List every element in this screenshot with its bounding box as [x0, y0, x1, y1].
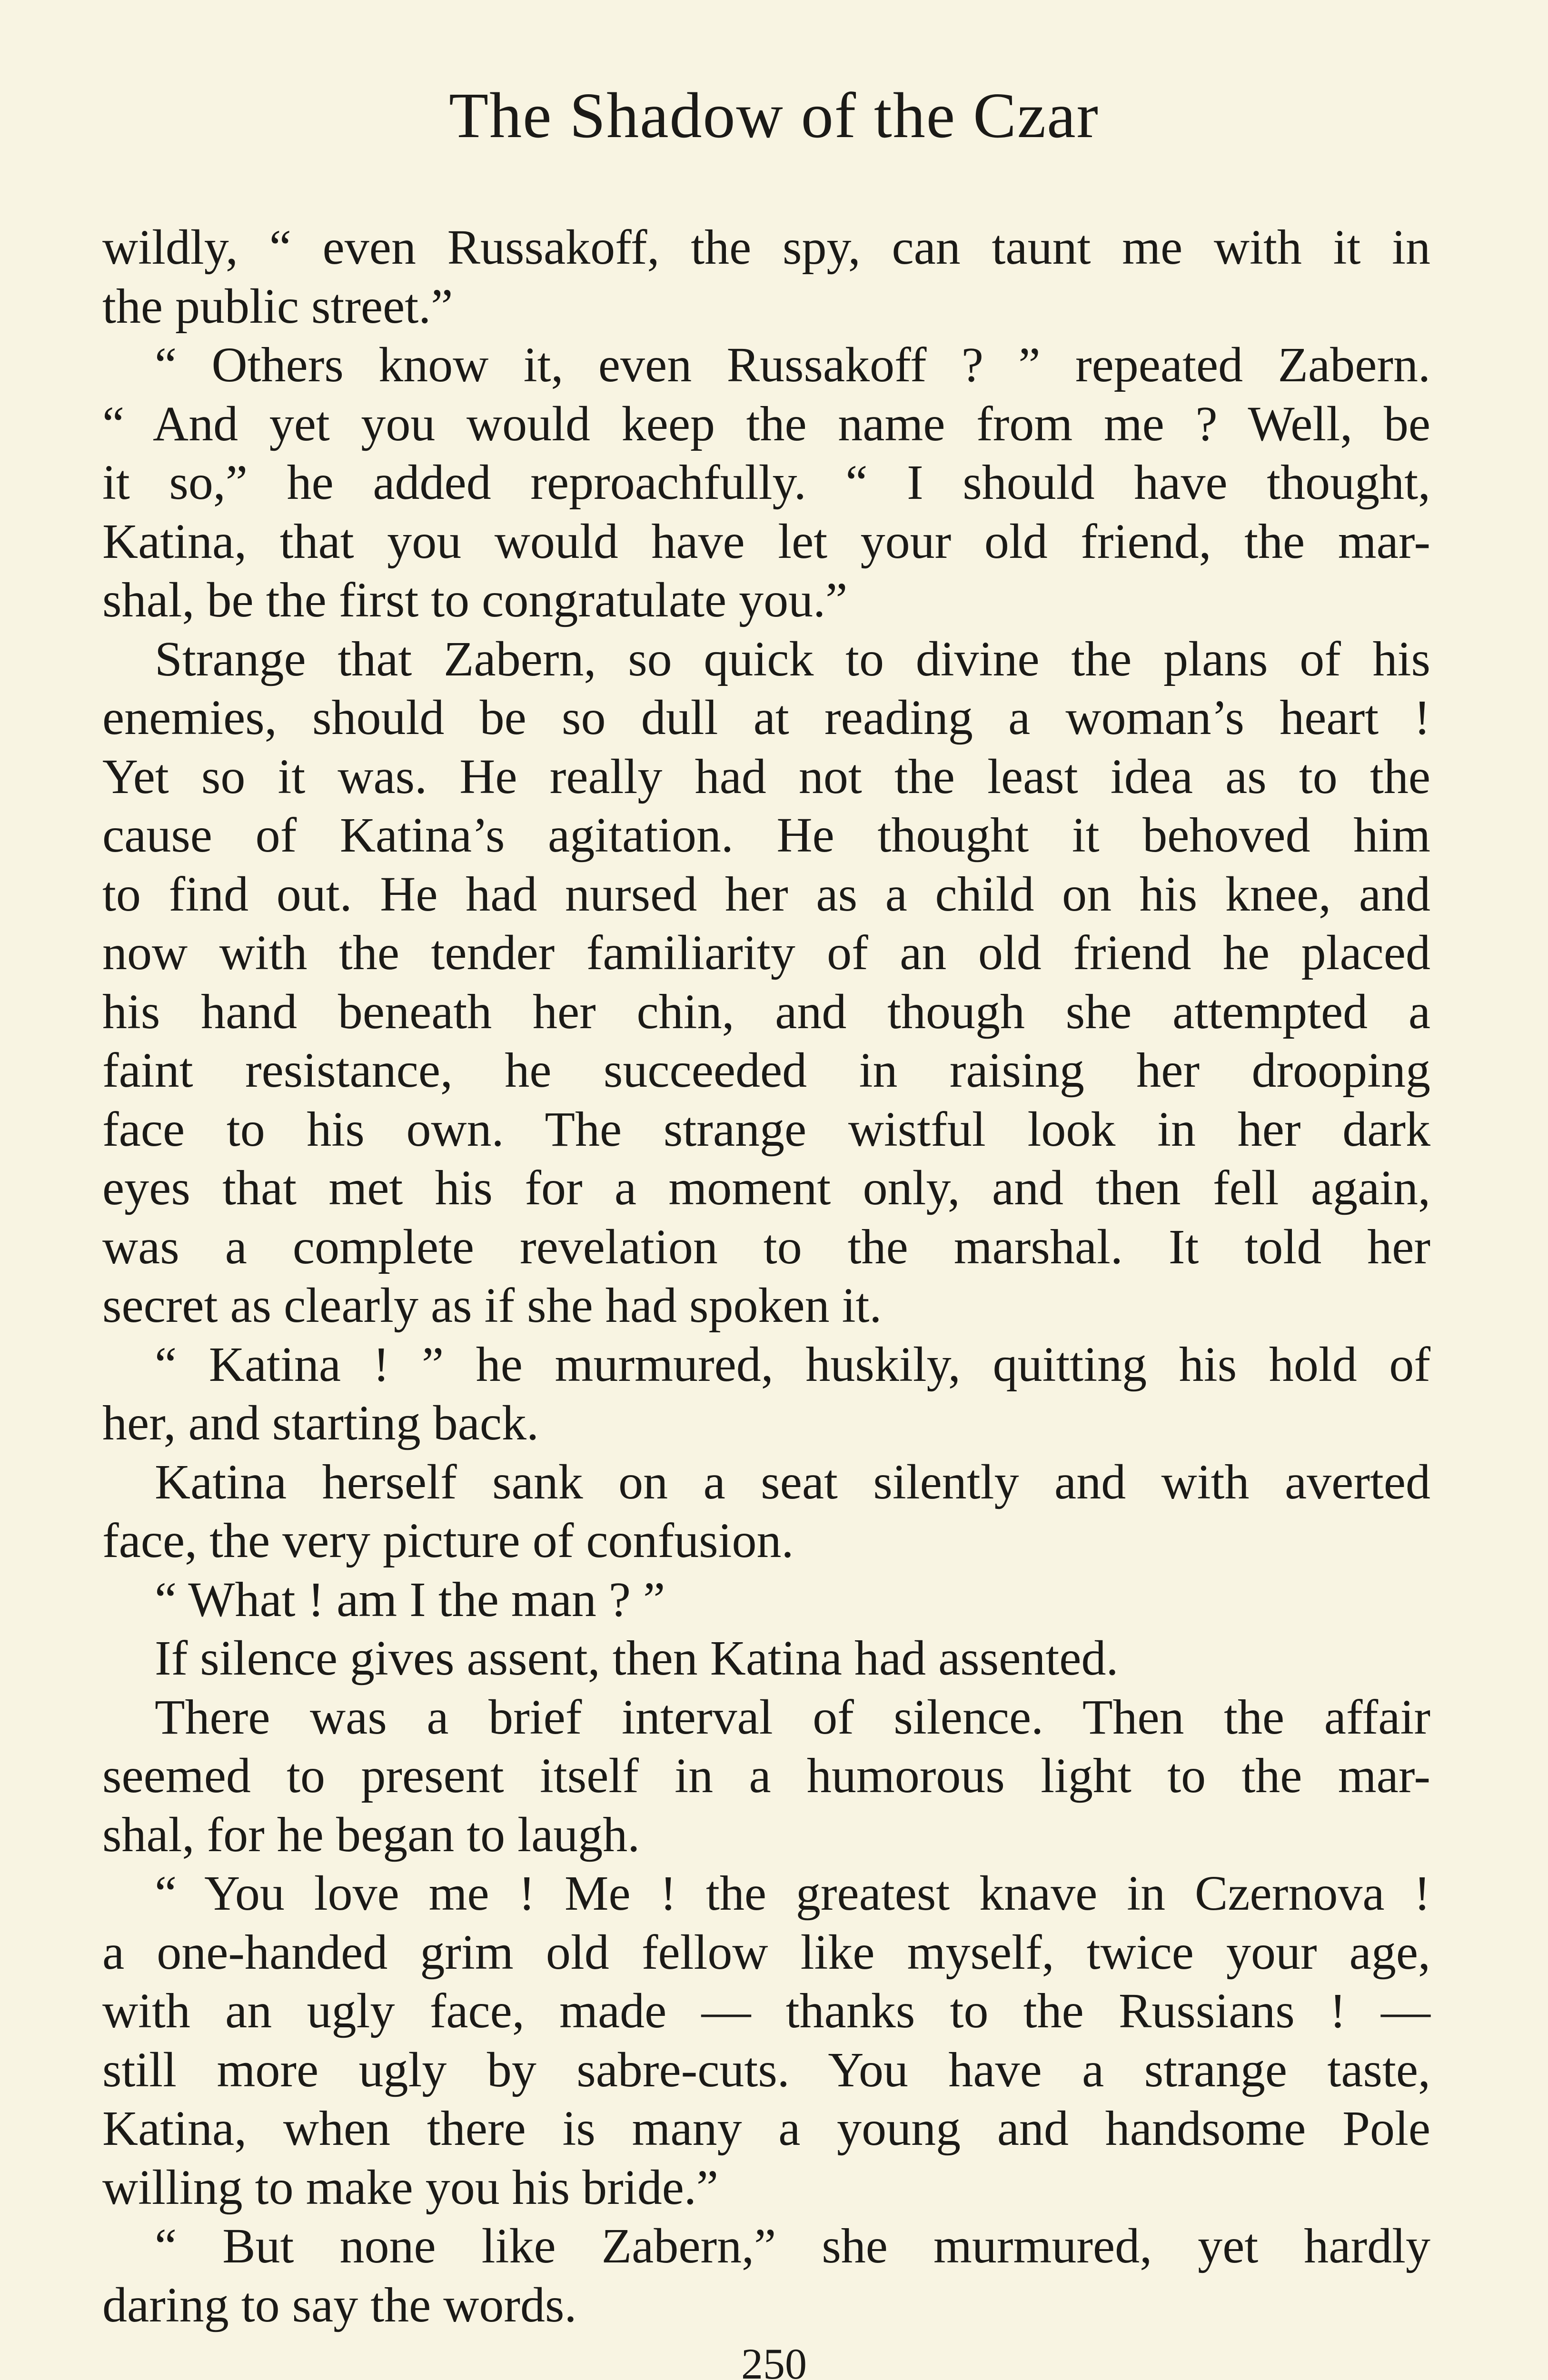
- text-line: seemed to present itself in a humorous light to the mar-: [102, 1748, 1430, 1803]
- text-line: face, the very picture of confusion.: [102, 1513, 794, 1568]
- text-line: a one-handed grim old fellow like myself, twice your age,: [102, 1924, 1430, 1980]
- text-line: shal, for he began to laugh.: [102, 1807, 640, 1862]
- text-line: There was a brief interval of silence. Then the affair: [155, 1689, 1430, 1745]
- text-line: faint resistance, he succeeded in raising her drooping: [102, 1043, 1430, 1098]
- text-line: to find out. He had nursed her as a child on his knee, and: [102, 866, 1430, 922]
- text-line: shal, be the first to congratulate you.”: [102, 573, 848, 627]
- text-line: Strange that Zabern, so quick to divine the plans of his: [155, 631, 1430, 686]
- text-line: “ And yet you would keep the name from me ? Well, be: [102, 396, 1430, 451]
- text-line: was a complete revelation to the marshal. It told her: [102, 1219, 1430, 1274]
- text-line: wildly, “ even Russakoff, the spy, can taunt me with it in: [102, 220, 1430, 275]
- text-line: enemies, should be so dull at reading a woman’s heart !: [102, 690, 1430, 745]
- text-line: Yet so it was. He really had not the least idea as to the: [102, 749, 1430, 804]
- text-line: “ Others know it, even Russakoff ? ” repeated Zabern.: [155, 337, 1430, 392]
- text-line: his hand beneath her chin, and though she attempted a: [102, 984, 1430, 1039]
- text-line: Katina herself sank on a seat silently and with averted: [155, 1454, 1430, 1509]
- page-title: The Shadow of the Czar: [449, 80, 1099, 151]
- text-line: “ You love me ! Me ! the greatest knave in Czernova !: [155, 1866, 1430, 1921]
- text-line: “ Katina ! ” he murmured, huskily, quitting his hold of: [155, 1337, 1430, 1392]
- text-line: with an ugly face, made — thanks to the Russians ! —: [102, 1983, 1430, 2038]
- text-line: Katina, when there is many a young and handsome Pole: [102, 2101, 1430, 2156]
- page-number: 250: [741, 2340, 807, 2380]
- body-text: [102, 218, 1430, 2334]
- text-line: willing to make you his bride.”: [102, 2160, 719, 2215]
- text-line: secret as clearly as if she had spoken it.: [102, 1278, 882, 1333]
- text-line: Katina, that you would have let your old friend, the mar-: [102, 514, 1430, 569]
- text-line: the public street.”: [102, 278, 453, 334]
- text-line: now with the tender familiarity of an old friend he placed: [102, 925, 1430, 980]
- text-line: it so,” he added reproachfully. “ I should have thought,: [102, 455, 1430, 510]
- text-line: “ But none like Zabern,” she murmured, yet hardly: [155, 2219, 1430, 2273]
- text-line: cause of Katina’s agitation. He thought it behoved him: [102, 808, 1430, 863]
- text-line: If silence gives assent, then Katina had assented.: [155, 1631, 1119, 1686]
- text-line: her, and starting back.: [102, 1396, 539, 1450]
- text-line: eyes that met his for a moment only, and then fell again,: [102, 1160, 1430, 1215]
- text-line: “ What ! am I the man ? ”: [155, 1572, 665, 1627]
- text-line: still more ugly by sabre-cuts. You have a strange taste,: [102, 2042, 1430, 2097]
- text-line: face to his own. The strange wistful look in her dark: [102, 1101, 1430, 1157]
- text-line: daring to say the words.: [102, 2277, 577, 2332]
